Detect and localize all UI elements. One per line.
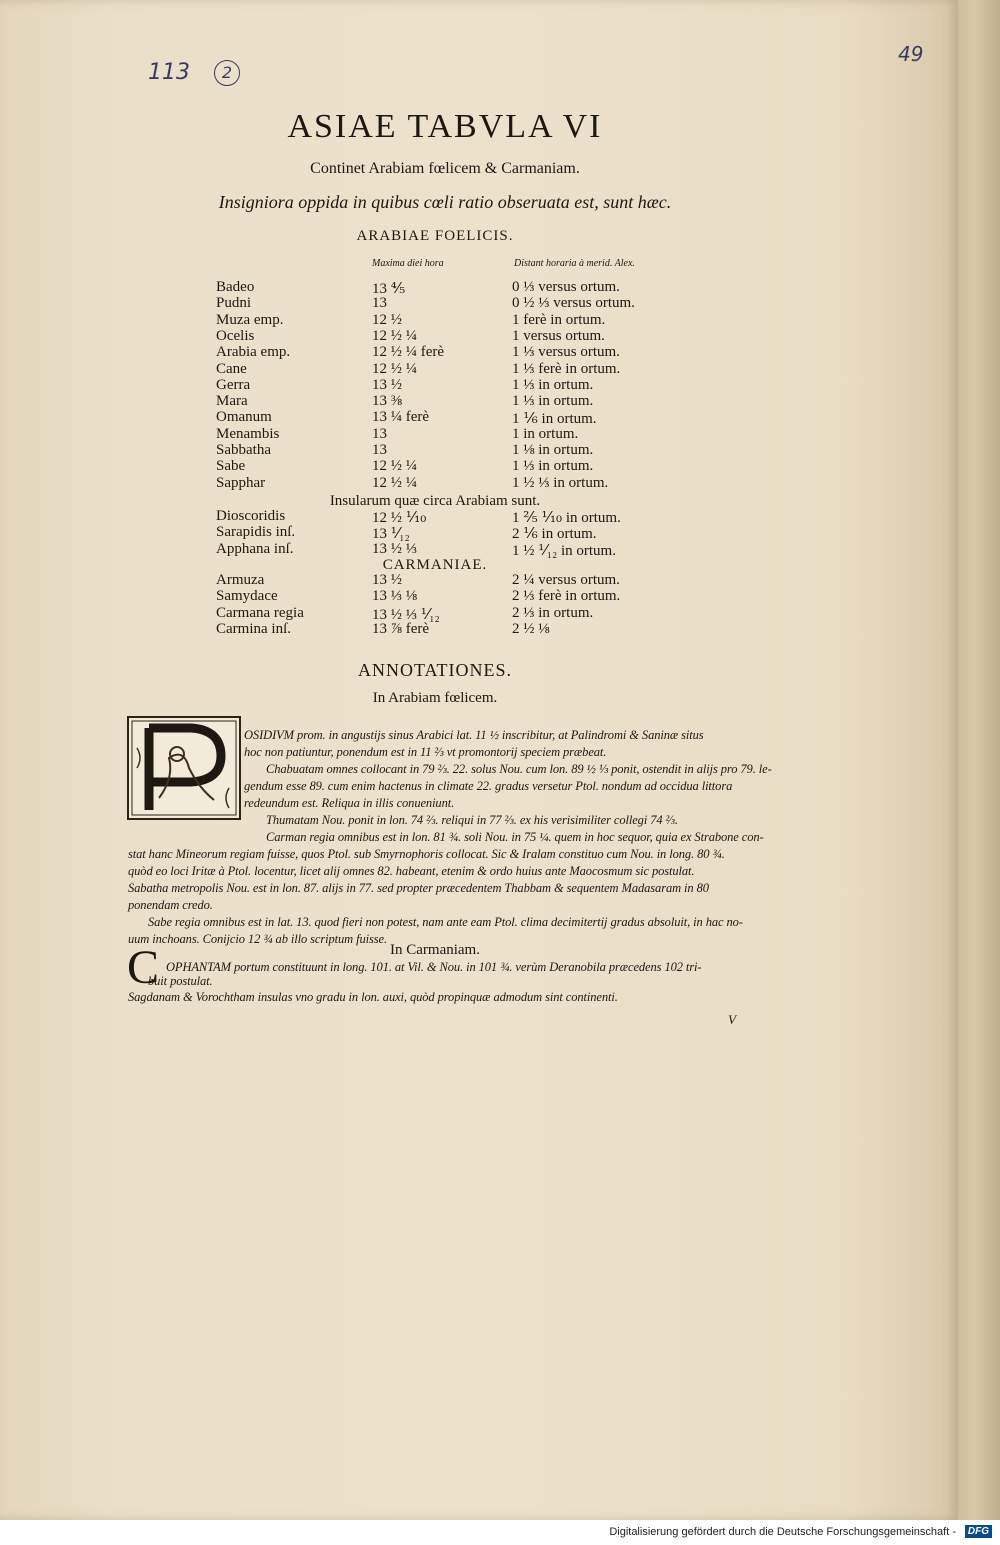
annotation-line: uum inchoans. Conijcio 12 ¾ ab illo scriptum fuisse. xyxy=(128,932,388,946)
max-day-hour: 12 ½ ⅒ xyxy=(372,510,427,526)
hour-distance: 1 ⅓ ferè in ortum. xyxy=(512,360,621,377)
section-heading-insulae: Insularum quæ circa Arabiam sunt. xyxy=(329,493,541,509)
handwritten-folio: 49 xyxy=(898,42,924,66)
max-day-hour: 13 ⅘ xyxy=(372,281,406,297)
max-day-hour: 12 ½ ¼ xyxy=(372,360,417,377)
handwritten-circle-number: 2 xyxy=(214,60,240,86)
table-row xyxy=(216,475,676,491)
place-name: Badeo xyxy=(216,279,255,295)
annotation-line: Sabatha metropolis Nou. est in lon. 87. alijs in 77. sed propter præcedentem Thabbam & sequentem Madasaram in 80 xyxy=(128,881,709,895)
max-day-hour: 13 ⅓ ⅛ xyxy=(372,588,417,605)
max-day-hour: 12 ½ xyxy=(372,311,402,328)
section-heading-carmania: CARMANIAE. xyxy=(382,557,488,573)
table-row xyxy=(216,279,676,295)
table-row xyxy=(216,572,676,588)
carmania-line: Sagdanam & Vorochtham insulas vno gradu in lon. auxi, quòd propinquæ admodum sint continenti. xyxy=(128,990,618,1004)
max-day-hour: 13 ¼ ferè xyxy=(372,409,430,426)
hour-distance: 1 ⅙ in ortum. xyxy=(512,411,597,428)
place-name: Cane xyxy=(216,360,247,377)
annotation-line: ponendam credo. xyxy=(128,898,213,912)
max-day-hour: 13 ½ ⅓ xyxy=(372,540,417,557)
max-day-hour: 13 ½ xyxy=(372,572,402,588)
hour-distance: 1 ½ ⅓ in ortum. xyxy=(512,474,609,491)
hour-distance: 0 ½ ⅓ versus ortum. xyxy=(512,295,635,312)
table-row xyxy=(216,344,676,360)
max-day-hour: 13 xyxy=(372,295,387,312)
annotation-line: OSIDIVM prom. in angustijs sinus Arabici lat. 11 ½ inscribitur, at Palindromi & Saninæ situs xyxy=(244,728,704,742)
section-heading-arabia: ARABIAE FOELICIS. xyxy=(356,228,514,244)
hour-distance: 1 in ortum. xyxy=(512,425,579,442)
dfg-logo: DFG xyxy=(965,1525,992,1538)
table-row xyxy=(216,605,676,621)
table-row xyxy=(216,361,676,377)
max-day-hour: 13 ½ xyxy=(372,376,402,393)
max-day-hour: 12 ½ ¼ xyxy=(372,327,417,344)
annotation-line: Thumatam Nou. ponit in lon. 74 ⅔. reliqui in 77 ⅔. ex his verisimiliter collegi 74 ⅔. xyxy=(266,813,678,827)
table-row xyxy=(216,328,676,344)
table-row xyxy=(216,621,676,637)
initial-c: C xyxy=(127,941,160,994)
table-row xyxy=(216,588,676,604)
column-header-distance: Distant horaria à merid. Alex. xyxy=(514,258,635,269)
carmania-line: OPHANTAM portum constituunt in long. 101. at Vil. & Nou. in 101 ¾. verùm Deranobila præcedens 102 tri- xyxy=(166,960,702,974)
hour-distance: 2 ⅓ ferè in ortum. xyxy=(512,588,621,605)
intro-line: Insigniora oppida in quibus cœli ratio obseruata est, sunt hæc. xyxy=(218,192,672,212)
column-header-hora: Maxima diei hora xyxy=(372,258,444,269)
place-name: Apphana inſ. xyxy=(216,540,294,557)
max-day-hour: 12 ½ ¼ ferè xyxy=(372,344,445,361)
annotation-line: redeundum est. Reliqua in illis conueniunt. xyxy=(244,796,455,810)
end-mark: V xyxy=(728,1012,736,1027)
hour-distance: 1 ferè in ortum. xyxy=(512,311,606,328)
decorated-initial-image xyxy=(129,718,239,818)
table-row xyxy=(216,295,676,311)
annotations-subheading: In Arabiam fœlicem. xyxy=(372,690,498,706)
carmania-subheading: In Carmaniam. xyxy=(390,942,480,958)
table-row xyxy=(216,426,676,442)
hour-distance: 2 ¼ versus ortum. xyxy=(512,572,620,588)
annotation-line: Sabe regia omnibus est in lat. 13. quod fieri non potest, nam ante eam Ptol. clima decimitertij gradus absoluit, in hac no- xyxy=(148,915,743,929)
annotation-line: Chabuatam omnes collocant in 79 ⅔. 22. solus Nou. cum lon. 89 ½ ⅓ ponit, ostendit in alijs pro 79. le- xyxy=(266,762,772,776)
place-name: Pudni xyxy=(216,295,252,312)
table-row xyxy=(216,409,676,428)
carmania-line: buit postulat. xyxy=(148,974,213,988)
table-row xyxy=(216,508,676,524)
annotation-line: stat hanc Mineorum regiam fuisse, quos Ptol. sub Smyrnophoris collocat. Sic & Iralam constituo cum Nou. in long. 80 ¾. xyxy=(128,847,725,861)
place-name: Carmana regia xyxy=(216,604,304,621)
place-name: Gerra xyxy=(216,376,251,393)
table-row xyxy=(216,312,676,328)
handwritten-number: 113 xyxy=(148,60,190,85)
hour-distance: 1 ⅓ in ortum. xyxy=(512,376,594,393)
place-name: Arabia emp. xyxy=(216,344,291,361)
page-title: ASIAE TABVLA VI xyxy=(287,108,603,145)
hour-distance: 1 ⅓ versus ortum. xyxy=(512,344,620,361)
table-row xyxy=(216,541,676,557)
place-name: Ocelis xyxy=(216,327,255,344)
hour-distance: 1 ⅓ in ortum. xyxy=(512,458,594,475)
place-name: Menambis xyxy=(216,425,280,442)
hour-distance: 1 versus ortum. xyxy=(512,327,605,344)
place-name: Samydace xyxy=(216,588,278,605)
hour-distance: 0 ⅓ versus ortum. xyxy=(512,279,620,295)
table-row xyxy=(216,393,676,409)
max-day-hour: 13 ½ ⅓ ⅟₁₂ xyxy=(372,606,440,623)
subtitle: Continet Arabiam fœlicem & Carmaniam. xyxy=(310,160,580,177)
table-row xyxy=(216,442,676,458)
annotation-line: Carman regia omnibus est in lon. 81 ¾. soli Nou. in 75 ¼. quem in hoc sequor, quia ex Strabone con- xyxy=(266,830,764,844)
max-day-hour: 13 xyxy=(372,442,387,458)
max-day-hour: 13 xyxy=(372,425,387,442)
place-name: Mara xyxy=(216,393,248,410)
place-name: Sabbatha xyxy=(216,442,271,458)
footer-bar xyxy=(0,1520,1000,1545)
footer-credit: Digitalisierung gefördert durch die Deutsche Forschungsgemeinschaft - xyxy=(609,1526,956,1538)
annotation-line: quòd eo loci Iritæ à Ptol. locentur, licet alij omnes 82. habeant, etenim & ordo huius ante Maocosmum sic postulat. xyxy=(128,864,695,878)
table-row xyxy=(216,524,676,543)
max-day-hour: 12 ½ ¼ xyxy=(372,458,417,475)
page-edge-stack xyxy=(958,0,1000,1520)
place-name: Muza emp. xyxy=(216,311,284,328)
hour-distance: 1 ⅖ ⅒ in ortum. xyxy=(512,510,621,526)
place-name: Sabe xyxy=(216,458,246,475)
place-name: Omanum xyxy=(216,409,272,426)
place-name: Carmina inſ. xyxy=(216,620,291,637)
max-day-hour: 13 ⅜ xyxy=(372,393,402,410)
decorated-initial-p xyxy=(127,716,241,820)
hour-distance: 2 ½ ⅛ xyxy=(512,620,550,637)
hour-distance: 2 ⅙ in ortum. xyxy=(512,526,597,543)
annotations-heading: ANNOTATIONES. xyxy=(357,660,513,680)
max-day-hour: 13 ⅞ ferè xyxy=(372,620,430,637)
place-name: Dioscoridis xyxy=(216,508,286,524)
table-row xyxy=(216,458,676,474)
hour-distance: 1 ⅛ in ortum. xyxy=(512,442,594,458)
place-name: Sarapidis inſ. xyxy=(216,524,296,541)
place-name: Sapphar xyxy=(216,474,266,491)
place-name: Armuza xyxy=(216,572,265,588)
hour-distance: 2 ⅓ in ortum. xyxy=(512,604,594,621)
max-day-hour: 12 ½ ¼ xyxy=(372,474,417,491)
max-day-hour: 13 ⅟₁₂ xyxy=(372,526,410,543)
annotation-line: gendum esse 89. cum enim hactenus in climate 22. gradus versetur Ptol. nondum ad occidua littora xyxy=(244,779,733,793)
annotation-line: hoc non patiuntur, ponendum est in 11 ⅔ vt promontorij speciem præbeat. xyxy=(244,745,607,759)
table-row xyxy=(216,377,676,393)
hour-distance: 1 ⅓ in ortum. xyxy=(512,393,594,410)
hour-distance: 1 ½ ⅟₁₂ in ortum. xyxy=(512,542,616,559)
